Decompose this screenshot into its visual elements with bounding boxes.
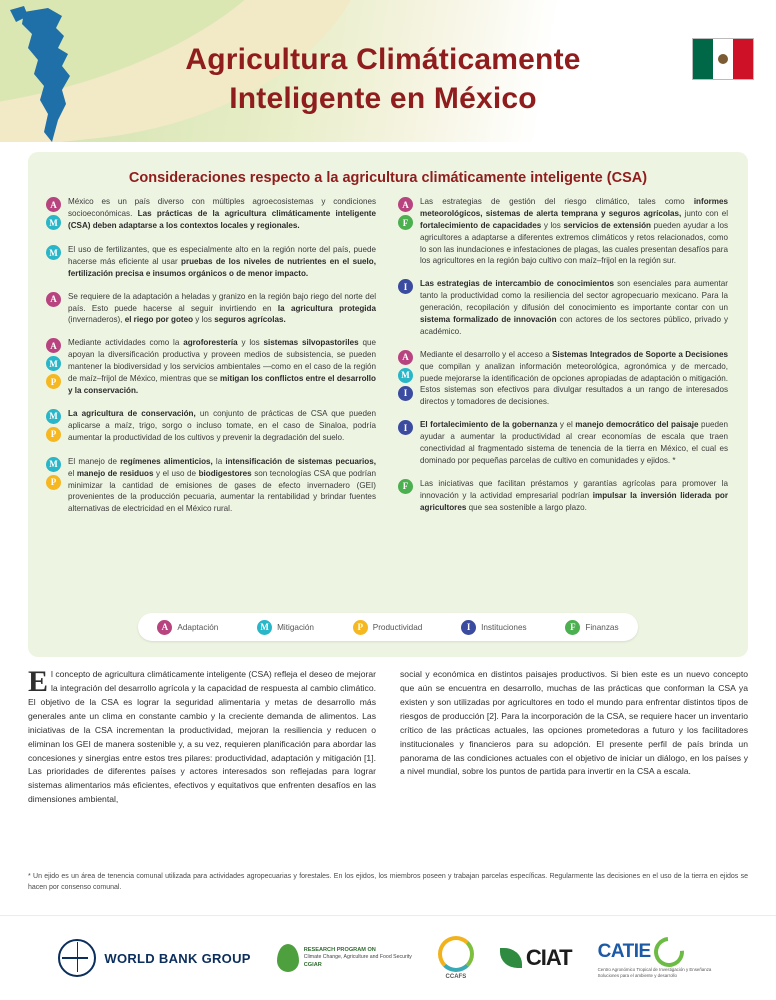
pillar-badge-a: A: [46, 197, 61, 212]
ccafs-logo: [438, 936, 474, 980]
pillar-badges: [46, 337, 68, 396]
world-bank-logo: [58, 939, 250, 977]
consideration-text: La agricultura de conservación, un conjunto de prácticas de CSA que pueden aplicarse a maíz, trigo, sorgo o incluso tomate, en el caso de Sinaloa, podría aumentar la productividad de los cultivos y prevenir la degradación del suelo.: [68, 408, 376, 442]
ciat-logo: [500, 945, 572, 971]
legend-item-instituciones: [461, 620, 527, 635]
body-left-text: l concepto de agricultura climáticamente inteligente (CSA) refleja el deseo de mejorar la integración del desarrollo agrícola y la capacidad de respuesta al cambio climático. El objetivo de la CSA es lograr la seguridad alimentaria y metas de desarrollo más generales ante un clima en constante cambio y la creciente demanda de alimentos. Las iniciativas de la CSA incrementan la productividad, mejoran la resiliencia y reducen o eliminan los GEI de manera sostenible y, a su vez, requieren planificación para abordar las concesiones y sinergias entre estos tres pilares: productividad, adaptación y mitigación [1]. Las prioridades de diferentes países y actores interesados son reflejadas para lograr sistemas alimentarios más eficientes, efectivos y equitativos que enfrenten desafíos en las dimensiones ambiental,: [28, 669, 376, 805]
consideration-text: Las estrategias de intercambio de conocimientos son esenciales para aumentar tanto la productividad como la resiliencia del sector agropecuario mexicano. Para la generación, recopilación y difusión del conocimiento es importante contar con un sistema formalizado de innovación con actores de los sectores público, privado y académico.: [420, 279, 728, 336]
panel-column-left: [46, 196, 378, 526]
cgiar-program-title: RESEARCH PROGRAM ON: [303, 946, 376, 953]
catie-subtitle: Centro Agronómico Tropical de Investigación y Enseñanza Soluciones para el ambiente y desarrollo: [597, 967, 712, 978]
footnote: * Un ejido es un área de tenencia comunal utilizada para actividades agropecuarias y forestales. En los ejidos, los miembros poseen y trabajan parcelas específicas. Regularmente las decisiones en el uso de la tierra en ejidos se hacen por consenso comunal.: [28, 873, 748, 891]
cgiar-program-lines: Climate Change, Agriculture and Food Security: [303, 954, 412, 961]
considerations-panel: [28, 152, 748, 657]
consideration-item: [46, 456, 378, 515]
legend-label: Finanzas: [585, 622, 619, 632]
pillar-badge-i: I: [398, 420, 413, 435]
legend-label: Adaptación: [177, 622, 219, 632]
pillar-badges: [398, 278, 420, 337]
pillar-badge-f: F: [398, 215, 413, 230]
pillar-badges: [398, 349, 420, 408]
panel-title: Consideraciones respecto a la agricultura climáticamente inteligente (CSA): [128, 170, 648, 186]
drop-cap: E: [28, 665, 49, 698]
pillar-badge-a: A: [46, 338, 61, 353]
pillar-badges: [46, 291, 68, 327]
legend-item-mitigación: [257, 620, 314, 635]
consideration-item: [398, 196, 730, 267]
body-right-text: social y económica en distintos paisajes productivos. Si bien este es un nuevo concepto que aún se encuentra en desarrollo, muchas de las prácticas que conforman la CSA ya existen y son utilizadas por agricultores en todo el mundo para enfrentar distintos tipos de riesgos de producción [2]. Para la incorporación de la CSA, se requiere hacer un inventario crítico de las prácticas actuales, las opciones prometedoras a futuro y los facilitadores institucionales y financieros para su adopción. El presente perfil de país brinda un panorama de las condiciones actuales con el objetivo de iniciar un diálogo, en los países y a nivel mundial, sobre los puntos de partida para invertir en la CSA a escala.: [400, 669, 748, 777]
cgiar-logo: [277, 944, 412, 972]
pillar-badge-p: P: [46, 427, 61, 442]
pillar-badge-i: I: [398, 279, 413, 294]
consideration-item: [398, 278, 730, 337]
leaf-icon: [277, 944, 299, 972]
pillar-badge-a: A: [398, 197, 413, 212]
legend-item-adaptación: [157, 620, 218, 635]
pillar-badge-p: P: [46, 475, 61, 490]
legend-label: Mitigación: [277, 622, 314, 632]
footer-logos: [0, 915, 776, 1000]
panel-columns: [28, 196, 748, 526]
pillar-badge-m: M: [398, 368, 413, 383]
globe-icon: [58, 939, 96, 977]
pillar-badges: [46, 456, 68, 515]
pillar-badges: [398, 196, 420, 267]
pillar-badge-f: F: [398, 479, 413, 494]
consideration-item: [398, 419, 730, 467]
consideration-text: El uso de fertilizantes, que es especialmente alto en la región norte del país, puede hacerse más eficiente al usar pruebas de los niveles de nutrientes en el suelo, fertilización precisa e insumos orgánicos o de menor impacto.: [68, 245, 376, 278]
leaf-icon: [500, 948, 522, 968]
pillar-badges: [46, 408, 68, 445]
legend-badge-a: A: [157, 620, 172, 635]
legend: [138, 613, 638, 641]
page-title-line-1: Agricultura Climáticamente: [185, 43, 581, 76]
legend-badge-m: M: [257, 620, 272, 635]
page-header: [0, 0, 776, 148]
page-title: [118, 40, 648, 118]
legend-badge-f: F: [565, 620, 580, 635]
mexico-flag: [692, 38, 754, 80]
pillar-badge-i: I: [398, 386, 413, 401]
pillar-badges: [46, 244, 68, 280]
consideration-item: [46, 408, 378, 445]
consideration-text: Se requiere de la adaptación a heladas y granizo en la región bajo riego del norte del país. Esto puede hacerse al seguir invirtiendo en la agricultura protegida (invernaderos), el riego por goteo y los seguros agrícolas.: [68, 291, 376, 325]
consideration-item: [398, 478, 730, 514]
legend-badge-p: P: [353, 620, 368, 635]
pillar-badges: [398, 478, 420, 514]
pillar-badge-m: M: [46, 356, 61, 371]
body-column-left: [28, 665, 376, 807]
pillar-badges: [46, 196, 68, 233]
consideration-text: Las iniciativas que facilitan préstamos y garantías agrícolas para promover la innovación y la actividad empresarial podrían impulsar la inversión liderada por agricultores que sea sostenible a largo plazo.: [420, 478, 728, 512]
consideration-text: México es un país diverso con múltiples agroecosistemas y condiciones socioeconómicas. Las prácticas de la agricultura climáticamente inteligente (CSA) deben adaptarse a los contextos locales y regionales.: [68, 197, 376, 230]
pillar-badge-a: A: [46, 292, 61, 307]
pillar-badge-m: M: [46, 245, 61, 260]
consideration-item: [46, 244, 378, 280]
header-divider: [0, 142, 776, 148]
pillar-badge-m: M: [46, 215, 61, 230]
page-title-line-2: Inteligente en México: [229, 82, 537, 115]
consideration-text: El fortalecimiento de la gobernanza y el manejo democrático del paisaje pueden ayudar a aumentar la productividad al crear economías de escala que traen conectividad al fragmentado sistema de tenencia de la tierra en México, el cual es dominado por pequeñas parcelas de cultivo en comunidades y ejidos. *: [420, 420, 728, 465]
consideration-text: Mediante actividades como la agroforestería y los sistemas silvopastoriles que apoyan la diversificación productiva y proveen medios de subsistencia, se pueden mantener la biodiversidad y los servicios ambientales —como en el caso de la región de maíz–frijol de México, mientras que se mitigan los conflictos entre el desarrollo y la conservación.: [68, 338, 376, 395]
body-column-right: [400, 668, 748, 807]
pillar-badge-m: M: [46, 409, 61, 424]
consideration-item: [46, 337, 378, 396]
body-text: [28, 665, 748, 807]
consideration-item: [46, 196, 378, 233]
legend-item-productividad: [353, 620, 423, 635]
ccafs-label: CCAFS: [445, 974, 467, 980]
consideration-item: [398, 349, 730, 408]
ring-icon: [438, 936, 474, 972]
catie-label: CATIE: [597, 941, 651, 963]
consideration-text: Las estrategias de gestión del riesgo climático, tales como informes meteorológicos, sistemas de alerta temprana y seguros agrícolas, junto con el fortalecimiento de capacidades y los servicios de extensión pueden ayudar a los agricultores a adaptarse a diferentes extremos climáticos y retos relacionados, como lo son las inundaciones e infestaciones de plagas, las cuales presentan desafíos para los agricultores en la región bajo cultivo con maíz–frijol en la región sur.: [420, 197, 729, 266]
world-bank-label: WORLD BANK GROUP: [104, 950, 251, 966]
consideration-text: El manejo de regímenes alimenticios, la intensificación de sistemas pecuarios, el manejo de residuos y el uso de biodigestores son tecnologías CSA que podrían minimizar la cantidad de emisiones de gases de efecto invernadero (GEI) provenientes de la producción pecuaria, aumentar la rentabilidad y brindar fuentes alternativas de electricidad en el México rural.: [68, 456, 376, 514]
legend-item-finanzas: [565, 620, 618, 635]
latin-america-map: [4, 2, 124, 148]
pillar-badge-m: M: [46, 457, 61, 472]
pillar-badge-p: P: [46, 374, 61, 389]
legend-label: Instituciones: [481, 622, 527, 632]
consideration-item: [46, 291, 378, 327]
legend-label: Productividad: [372, 622, 423, 632]
panel-column-right: [398, 196, 730, 526]
cgiar-text: [304, 947, 412, 969]
legend-badge-i: I: [461, 620, 476, 635]
ciat-label: CIAT: [525, 945, 572, 970]
pillar-badge-a: A: [398, 350, 413, 365]
catie-logo: [598, 937, 718, 978]
pillar-badges: [398, 419, 420, 467]
consideration-text: Mediante el desarrollo y el acceso a Sistemas Integrados de Soporte a Decisiones que compilan y analizan información meteorológica, agronómica y de mercado, puede mejorarse la identificación de opciones apropiadas de adaptación o mitigación. Estos sistemas son efectivos para divulgar resultados a un rango de interesados directos y tomadores de decisiones.: [420, 349, 728, 407]
cgiar-mark: CGIAR: [303, 961, 322, 968]
